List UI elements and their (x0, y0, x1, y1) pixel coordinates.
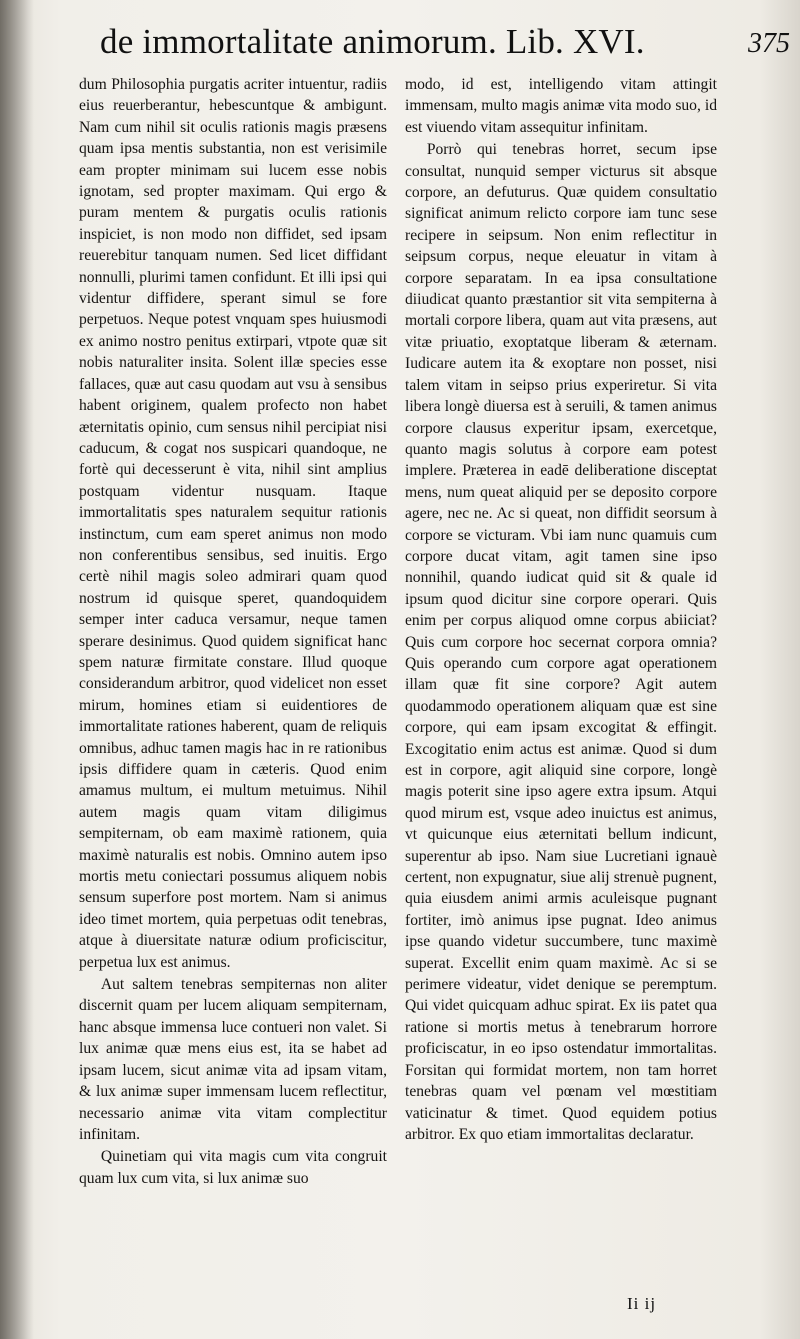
right-column (405, 74, 717, 1145)
page-number: 375 (748, 28, 790, 59)
page-header (100, 22, 790, 72)
right-paragraph-2: Porrò qui tenebras horret, secum ipse consultat, nunquid semper victurus sit absque corpore, an defuturus. Quæ quidem consultatio significat animum relicto corpore iam tunc sese recipere in seipsum. Non enim reflectitur in seipsum corpus, neque eleuatur in vitam à corpore separatam. In ea ipsa consultatione diiudicat quanto præstantior sit vita sempiterna à mortali corpore libera, quam aut vita præsens, aut vitæ priuatio, exoptatque liberam & æternam. Iudicare autem ita & exoptare non posset, nisi talem vitam in seipso prius experiretur. Si vita libera longè diuersa est à seruili, & tamen animus corpore clausus experitur ipsam, exercetque, quanto magis solutus à corpore eam potest implere. Præterea in eadē deliberatione disceptat mens, num queat aliquid per se deposito corpore agere, nec ne. Ac si queat, non diffidit seorsum à corpore se victuram. Vbi iam nunc quamuis cum corpore ducat vitam, agit tamen sine ipso nonnihil, quando iudicat quid sit & quale id ipsum quod dicitur sine corpore operari. Quis enim per corpus aliquod omne corpus abiiciat? Quis cum corpore hoc secernat corpora omnia? Quis operando cum corpore agat operationem illam quæ fit sine corpore? Agit autem quodammodo operationem aliquam quæ est sine corpore, qui eam ipsam excogitat & effingit. Excogitatio enim actus est animæ. Quod si dum est in corpore, agit aliquid sine corpore, longè magis poterit sine ipso agere extra ipsum. Atqui quod mirum est, vsque adeo inuictus est animus, vt quicunque eius æternitati bellum indicunt, superentur ab ipso. Nam siue Lucretiani ignauè certent, non expugnatur, siue alij strenuè pugnent, quia eiusdem animi armis aculeisque pugnant fortiter, imò animus ipse pugnat. Ideo animus ipse quando videtur succumbere, tunc maximè superat. Excellit enim quam maximè. Ac si se perimere videatur, videt denique se peremptum. Qui videt quicquam adhuc spirat. Ex iis patet qua ratione si mortis metus à tenebrarum horrore proficiscatur, in eo ipso ostendatur immortalitas. Forsitan qui formidat mortem, non tam horret tenebras quam vel pœnam vel mœstitiam vaticinatur & timet. Quod equidem potius arbitror. Ex quo etiam immortalitas declaratur. (405, 141, 717, 1143)
right-paragraph-1: modo, id est, intelligendo vitam attingit immensam, multo magis animæ vita modo suo, id est viuendo vitam assequitur infinitam. (405, 76, 717, 136)
left-paragraph-1: dum Philosophia purgatis acriter intuentur, radiis eius reuerberantur, hebescuntque & ambigunt. Nam cum nihil sit oculis rationis magis præsens quam ipsa mentis substantia, non est verisimile eam propter minimam sui lucem esse nobis ignotam, sed propter maximam. Qui ergo & puram mentem & purgatis oculis rationis inspiciet, is non modo non diffidet, sed ipsam reuerebitur tanquam numen. Sed licet diffidant nonnulli, plurimi tamen confidunt. Et illi ipsi qui videntur diffidere, sperant simul se fore perpetuos. Neque potest vnquam spes huiusmodi ex animo nostro penitus extirpari, vtpote quæ sit nobis naturaliter insita. Solent illæ species esse fallaces, quæ aut casu quodam aut vsu à sensibus habent originem, qualem profecto non habet æternitatis opinio, cum sensus nihil percipiat nisi caducum, & cogat nos suspicari quandoque, ne fortè qui decesserunt è vita, nihil sint amplius postquam videntur nusquam. Itaque immortalitatis spes naturalem sequitur rationis instinctum, cum eam speret animus non modo non conferentibus sensibus, sed inuitis. Ergo certè nihil magis soleo admirari quam quod nostrum id quisque speret, quandoquidem semper inter caduca versamur, neque tamen sperare desinimus. Quod quidem significat hanc spem naturæ firmitate constare. Illud quoque considerandum arbitror, quod videlicet non esset mirum, homines etiam si euidentiores de immortalitate rationes haberent, quam de reliquis omnibus, adhuc tamen magis hac in re rationibus ipsis diffidere quam in cæteris. Quod enim amamus multum, ei multum metuimus. Nihil autem magis quam vitam diligimus sempiternam, ob eam maximè rationem, quia maximè naturalis est nobis. Omnino autem ipso mortis metu coniectari possumus aliquem nobis sensum superfore post mortem. Nam si animus ideo timet mortem, quia perpetuas odit tenebras, atque à diuersitate naturæ odium proficiscitur, perpetua lux est animus. (79, 76, 387, 971)
left-paragraph-2: Aut saltem tenebras sempiternas non aliter discernit quam per lucem aliquam sempiternam, hanc absque immensa luce contueri non valet. Si lux animæ quæ mens eius est, ita se habet ad ipsam lucem, sicut animæ vita ad ipsam vitam, & lux animæ super immensam lucem reflectitur, necessario animæ vita vitam complectitur infinitam. (79, 976, 387, 1143)
left-column (79, 74, 387, 1189)
left-paragraph-3: Quinetiam qui vita magis cum vita congruit quam lux cum vita, si lux animæ suo (79, 1148, 387, 1187)
signature-mark: Ii ij (627, 1294, 657, 1313)
running-head: de immortalitate animorum. Lib. XVI. (100, 22, 645, 61)
